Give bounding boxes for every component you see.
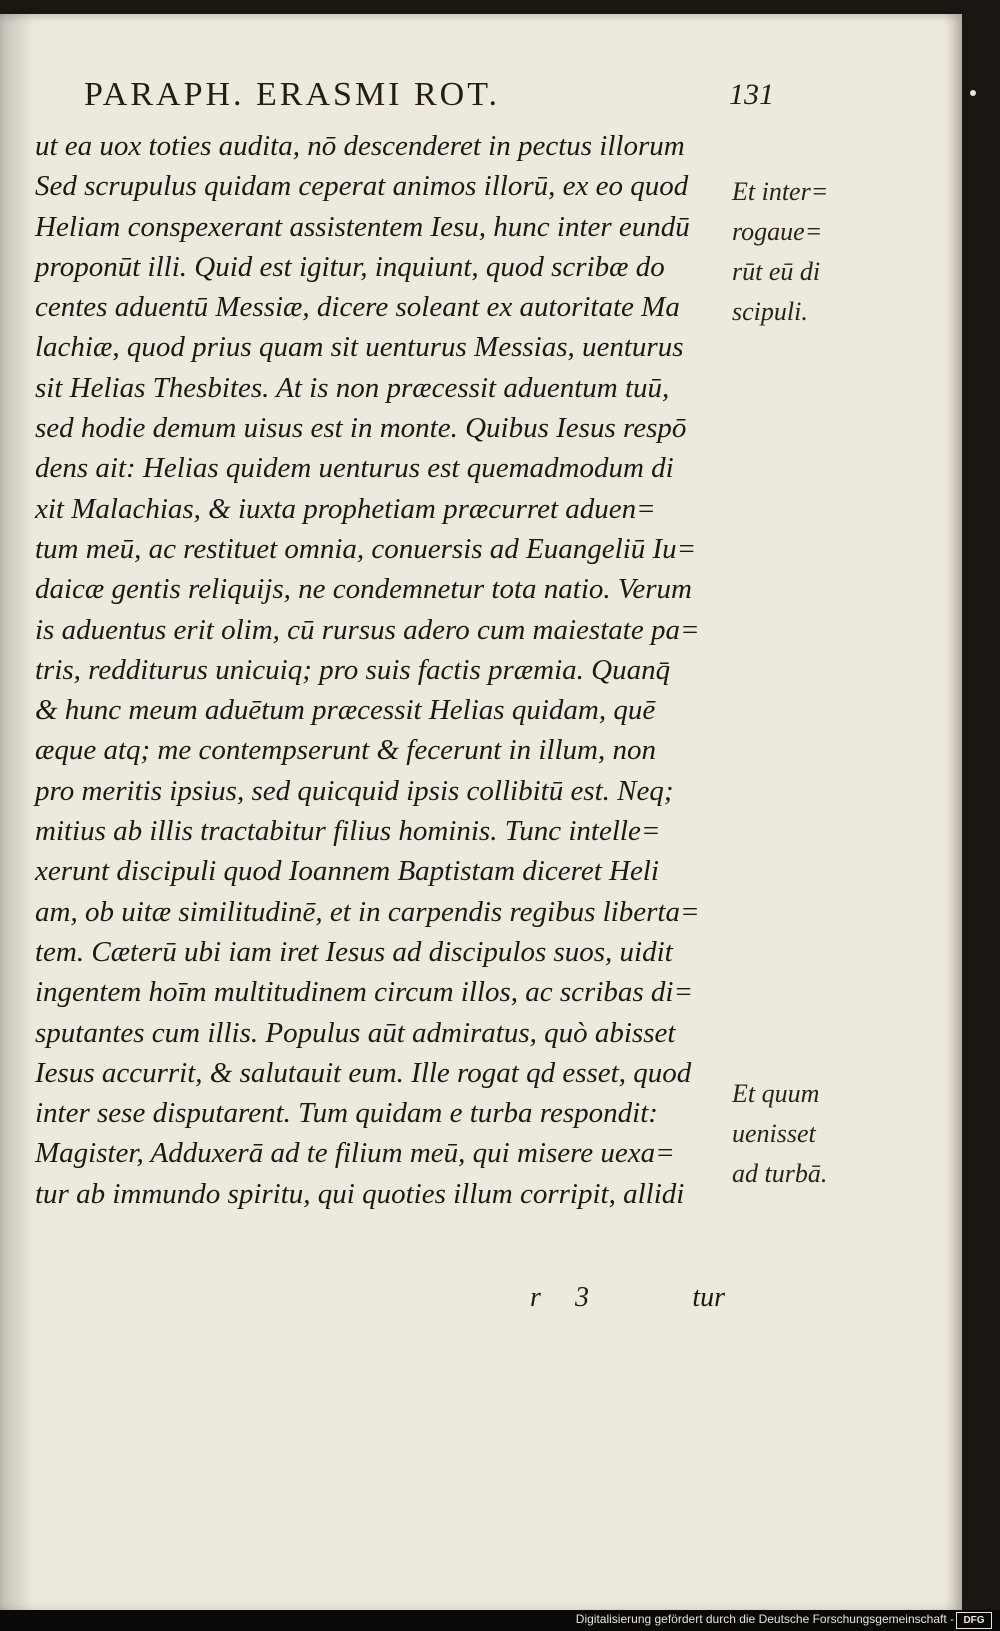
text-line: Magister, Adduxerā ad te filium meū, qui misere uexa= (35, 1137, 675, 1170)
text-line: is aduentus erit olim, cū rursus adero cum maiestate pa= (35, 613, 700, 646)
text-line: Heliam conspexerant assistentem Iesu, hunc inter eundū (35, 210, 690, 243)
margin-note (732, 172, 850, 332)
text-line: inter sese disputarent. Tum quidam e turba respondit: (35, 1097, 658, 1130)
text-line: xit Malachias, & iuxta prophetiam præcurret aduen= (35, 492, 656, 525)
text-line: am, ob uitæ similitudinē, et in carpendis regibus liberta= (35, 895, 700, 928)
text-line: lachiæ, quod prius quam sit uenturus Messias, uenturus (35, 331, 684, 364)
margin-note-line: scipuli. (732, 297, 808, 326)
page-header (84, 76, 774, 116)
text-line: tum meū, ac restituet omnia, conuersis ad Euangeliū Iu= (35, 532, 697, 565)
text-line: proponūt illi. Quid est igitur, inquiunt, quod scribæ do (35, 250, 665, 283)
running-head: PARAPH. ERASMI ROT. (84, 76, 500, 113)
text-line: sed hodie demum uisus est in monte. Quibus Iesus respō (35, 412, 687, 445)
text-line: sputantes cum illis. Populus aūt admiratus, quò abisset (35, 1016, 676, 1049)
text-line: ut ea uox toties audita, nō descenderet in pectus illorum (35, 130, 685, 162)
text-line: dens ait: Helias quidem uenturus est quemadmodum di (35, 452, 674, 485)
text-line: sit Helias Thesbites. At is non præcessit aduentum tuū, (35, 371, 670, 404)
margin-note-line: rūt eū di (732, 257, 821, 286)
text-line: xerunt discipuli quod Ioannem Baptistam diceret Heli (35, 855, 659, 888)
signature-mark: r (530, 1282, 541, 1313)
margin-note-line: rogaue= (732, 217, 823, 246)
text-line: Sed scrupulus quidam ceperat animos illorū, ex eo quod (35, 170, 689, 203)
gutter-shadow (0, 14, 34, 1610)
funding-credit: Digitalisierung gefördert durch die Deutsche Forschungsgemeinschaft - (575, 1612, 954, 1626)
text-line: pro meritis ipsius, sed quicquid ipsis collibitū est. Neq; (35, 774, 674, 807)
margin-note-line: uenisset (732, 1119, 816, 1148)
margin-note-line: Et inter= (732, 177, 829, 206)
text-line: Iesus accurrit, & salutauit eum. Ille rogat qd esset, quod (35, 1056, 692, 1089)
catchword-line (520, 1282, 725, 1318)
dfg-logo: DFG (956, 1612, 992, 1629)
margin-note (732, 1074, 850, 1194)
digitization-footer (0, 1610, 1000, 1631)
body-text-block (35, 126, 725, 1214)
text-line: tur ab immundo spiritu, qui quoties illum corripit, allidi (35, 1177, 685, 1210)
book-page (0, 14, 962, 1610)
folio-number: 131 (729, 78, 774, 111)
margin-note-line: ad turbā. (732, 1159, 828, 1188)
text-line: mitius ab illis tractabitur filius hominis. Tunc intelle= (35, 815, 661, 848)
text-line: centes aduentū Messiæ, dicere soleant ex autoritate Ma (35, 291, 680, 324)
page-edge (944, 14, 962, 1610)
text-line: tem. Cæterū ubi iam iret Iesus ad discipulos suos, uidit (35, 935, 673, 968)
text-line: & hunc meum aduētum præcessit Helias quidam, quē (35, 694, 656, 727)
scan-edge-mark (970, 90, 976, 96)
text-line: tris, redditurus unicuiq; pro suis factis præmia. Quanq̄ (35, 653, 671, 686)
text-line: ingentem hoīm multitudinem circum illos, ac scribas di= (35, 976, 694, 1009)
catchword: tur (692, 1282, 725, 1313)
signature-number: 3 (575, 1282, 589, 1313)
margin-note-line: Et quum (732, 1079, 820, 1108)
text-line: daicæ gentis reliquijs, ne condemnetur tota natio. Verum (35, 573, 692, 606)
text-line: æque atq; me contempserunt & fecerunt in illum, non (35, 734, 656, 767)
